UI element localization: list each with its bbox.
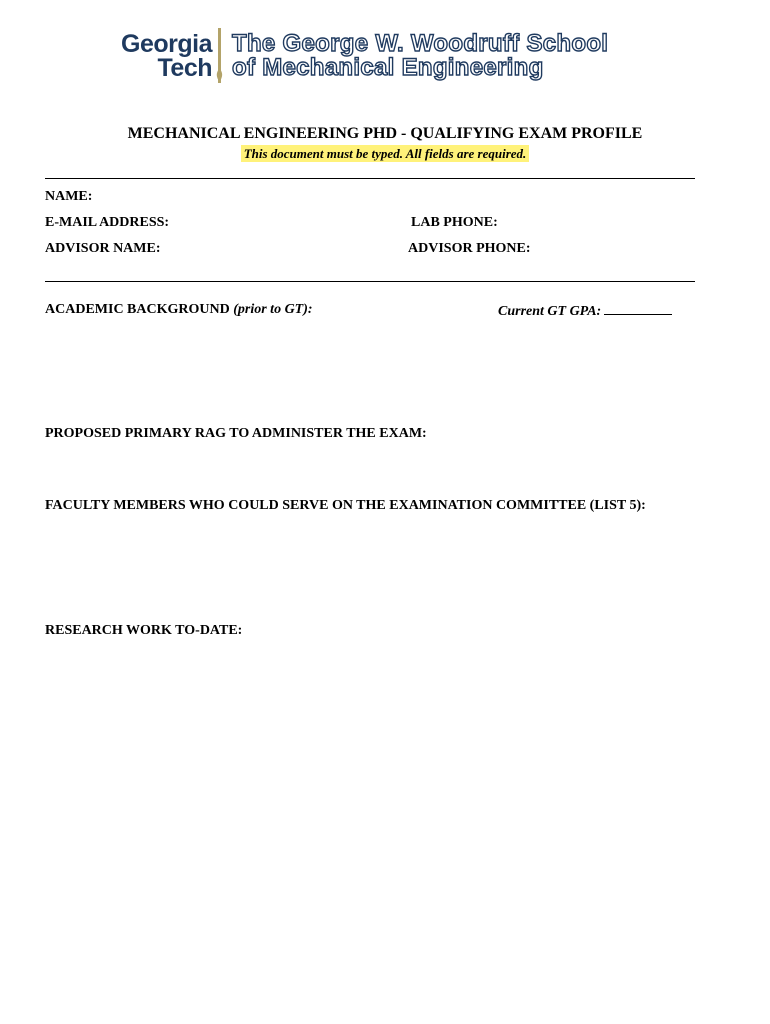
- primary-rag-label: PROPOSED PRIMARY RAG TO ADMINISTER THE EXAM:: [45, 426, 427, 441]
- divider-middle: [45, 281, 695, 282]
- gpa-blank-line[interactable]: [604, 302, 672, 315]
- lab-phone-label: LAB PHONE:: [411, 215, 498, 230]
- page-title: MECHANICAL ENGINEERING PHD - QUALIFYING EXAM PROFILE: [127, 125, 643, 142]
- faculty-members-label: FACULTY MEMBERS WHO COULD SERVE ON THE EXAMINATION COMMITTEE (LIST 5):: [45, 498, 646, 513]
- research-work-label: RESEARCH WORK TO-DATE:: [45, 623, 243, 638]
- logo: [96, 28, 676, 86]
- logo-school-line2: of Mechanical Engineering: [232, 54, 544, 81]
- georgia-tech-wordmark: [96, 32, 212, 80]
- required-notice: This document must be typed. All fields are required.: [241, 145, 530, 162]
- gpa-field: [498, 302, 672, 320]
- divider-top: [45, 178, 695, 179]
- gpa-label: Current GT GPA:: [498, 304, 602, 319]
- email-label: E-MAIL ADDRESS:: [45, 215, 170, 230]
- logo-school-line1: The George W. Woodruff School: [232, 30, 609, 57]
- name-label: NAME:: [45, 189, 93, 204]
- logo-georgia-text: Georgia: [121, 30, 212, 58]
- logo-tech-text: Tech: [157, 54, 212, 82]
- subtitle-wrap: [0, 145, 770, 163]
- advisor-phone-label: ADVISOR PHONE:: [408, 241, 531, 256]
- academic-background-note: (prior to GT):: [233, 302, 313, 317]
- school-name: [232, 32, 608, 80]
- academic-background-text: ACADEMIC BACKGROUND: [45, 302, 230, 317]
- advisor-name-label: ADVISOR NAME:: [45, 241, 161, 256]
- academic-background-label: [45, 302, 313, 318]
- logo-divider-flame-icon: [215, 68, 224, 82]
